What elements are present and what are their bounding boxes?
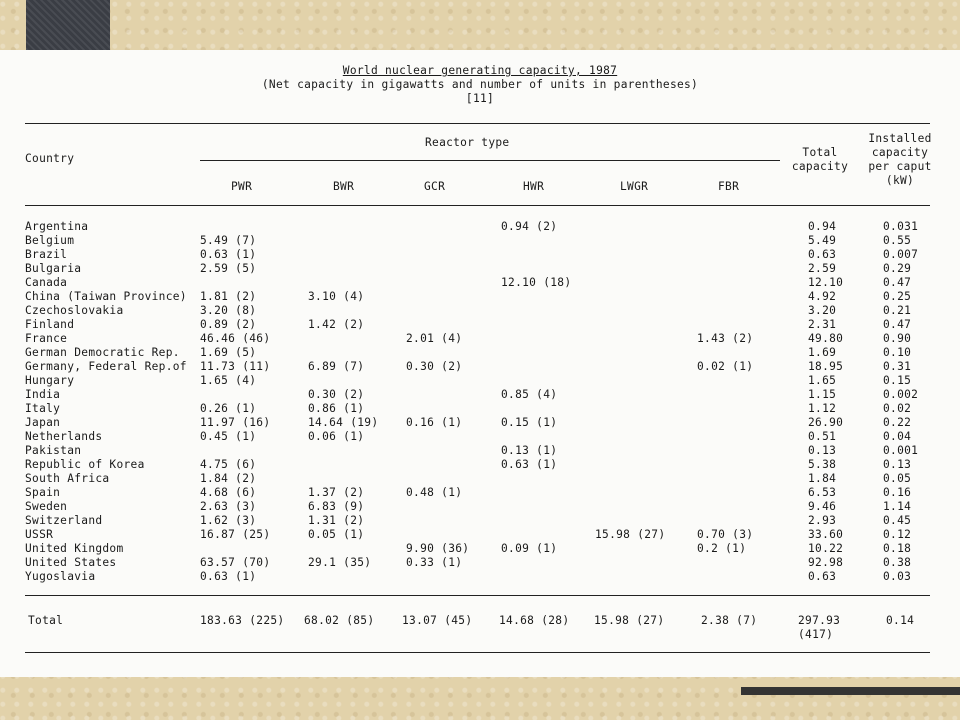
total-percap: 0.14 [886, 614, 915, 627]
cell-fbr: 0.70 (3) [697, 528, 754, 541]
cell-gcr: 0.16 (1) [406, 416, 463, 429]
cell-total: 1.12 [808, 402, 837, 415]
table-row [0, 556, 960, 570]
cell-percap: 0.002 [883, 388, 919, 401]
cell-total: 5.38 [808, 458, 837, 471]
cell-pwr: 11.97 (16) [200, 416, 271, 429]
cell-total: 1.84 [808, 472, 837, 485]
table-row [0, 570, 960, 584]
cell-percap: 0.25 [883, 290, 912, 303]
cell-percap: 0.10 [883, 346, 912, 359]
title-line-2: (Net capacity in gigawatts and number of units in parentheses) [261, 78, 699, 91]
cell-total: 10.22 [808, 542, 844, 555]
cell-country: German Democratic Rep. [25, 346, 180, 359]
cell-hwr: 0.15 (1) [501, 416, 558, 429]
cell-hwr: 12.10 (18) [501, 276, 572, 289]
cell-percap: 0.13 [883, 458, 912, 471]
cell-bwr: 0.30 (2) [308, 388, 365, 401]
cell-total: 33.60 [808, 528, 844, 541]
header-bottom-rule [25, 205, 930, 206]
bottom-rule [25, 652, 930, 653]
cell-total: 26.90 [808, 416, 844, 429]
total-row [0, 614, 960, 628]
cell-percap: 0.47 [883, 276, 912, 289]
nuclear-capacity-table [0, 50, 960, 677]
header-pwr: PWR [231, 180, 253, 193]
cell-percap: 0.55 [883, 234, 912, 247]
table-row [0, 444, 960, 458]
cell-pwr: 0.63 (1) [200, 248, 257, 261]
table-row [0, 276, 960, 290]
cell-pwr: 2.59 (5) [200, 262, 257, 275]
table-title [0, 64, 960, 106]
total-label: Total [28, 614, 64, 627]
cell-country: Brazil [25, 248, 68, 261]
total-bwr: 68.02 (85) [304, 614, 375, 627]
header-bwr: BWR [333, 180, 355, 193]
bottom-accent-bar [741, 687, 960, 695]
cell-country: France [25, 332, 68, 345]
table-row [0, 290, 960, 304]
title-line-3: [11] [465, 92, 495, 105]
total-total: 297.93 [798, 614, 841, 627]
header-total-2: capacity [791, 160, 849, 173]
cell-pwr: 0.89 (2) [200, 318, 257, 331]
cell-pwr: 4.75 (6) [200, 458, 257, 471]
cell-total: 49.80 [808, 332, 844, 345]
cell-gcr: 0.48 (1) [406, 486, 463, 499]
cell-percap: 0.22 [883, 416, 912, 429]
cell-total: 6.53 [808, 486, 837, 499]
cell-percap: 0.03 [883, 570, 912, 583]
cell-pwr: 3.20 (8) [200, 304, 257, 317]
cell-country: USSR [25, 528, 54, 541]
cell-pwr: 1.84 (2) [200, 472, 257, 485]
header-installed-4: (kW) [885, 174, 915, 187]
cell-percap: 1.14 [883, 500, 912, 513]
cell-country: United Kingdom [25, 542, 124, 555]
table-row [0, 234, 960, 248]
table-row [0, 332, 960, 346]
cell-hwr: 0.09 (1) [501, 542, 558, 555]
cell-bwr: 0.86 (1) [308, 402, 365, 415]
cell-bwr: 29.1 (35) [308, 556, 372, 569]
cell-total: 1.65 [808, 374, 837, 387]
cell-total: 18.95 [808, 360, 844, 373]
header-installed-2: capacity [871, 146, 929, 159]
cell-total: 9.46 [808, 500, 837, 513]
cell-country: India [25, 388, 61, 401]
cell-country: Bulgaria [25, 262, 82, 275]
cell-pwr: 46.46 (46) [200, 332, 271, 345]
cell-total: 1.15 [808, 388, 837, 401]
cell-country: Hungary [25, 374, 75, 387]
table-row [0, 402, 960, 416]
cell-country: South Africa [25, 472, 110, 485]
cell-percap: 0.45 [883, 514, 912, 527]
table-row [0, 262, 960, 276]
cell-bwr: 6.83 (9) [308, 500, 365, 513]
table-row [0, 542, 960, 556]
cell-fbr: 1.43 (2) [697, 332, 754, 345]
cell-bwr: 6.89 (7) [308, 360, 365, 373]
cell-country: Pakistan [25, 444, 82, 457]
cell-pwr: 1.69 (5) [200, 346, 257, 359]
cell-bwr: 3.10 (4) [308, 290, 365, 303]
cell-total: 0.63 [808, 248, 837, 261]
table-row [0, 416, 960, 430]
cell-country: Yugoslavia [25, 570, 96, 583]
cell-total: 0.63 [808, 570, 837, 583]
cell-country: Argentina [25, 220, 89, 233]
cell-total: 3.20 [808, 304, 837, 317]
header-gcr: GCR [424, 180, 446, 193]
table-row [0, 528, 960, 542]
header-installed-1: Installed [868, 132, 932, 145]
table-row [0, 430, 960, 444]
cell-country: Belgium [25, 234, 75, 247]
cell-country: Sweden [25, 500, 68, 513]
table-row [0, 458, 960, 472]
cell-hwr: 0.85 (4) [501, 388, 558, 401]
cell-country: Switzerland [25, 514, 103, 527]
cell-percap: 0.29 [883, 262, 912, 275]
cell-total: 12.10 [808, 276, 844, 289]
cell-pwr: 0.63 (1) [200, 570, 257, 583]
header-reactor-type: Reactor type [425, 136, 510, 149]
total-hwr: 14.68 (28) [499, 614, 570, 627]
cell-hwr: 0.13 (1) [501, 444, 558, 457]
table-row [0, 374, 960, 388]
cell-country: Canada [25, 276, 68, 289]
cell-gcr: 0.33 (1) [406, 556, 463, 569]
cell-hwr: 0.94 (2) [501, 220, 558, 233]
cell-country: Germany, Federal Rep.of [25, 360, 187, 373]
cell-total: 0.13 [808, 444, 837, 457]
cell-country: Finland [25, 318, 75, 331]
cell-country: Japan [25, 416, 61, 429]
corner-decoration [26, 0, 110, 50]
cell-bwr: 1.37 (2) [308, 486, 365, 499]
cell-pwr: 1.81 (2) [200, 290, 257, 303]
header-lwgr: LWGR [620, 180, 649, 193]
cell-percap: 0.38 [883, 556, 912, 569]
table-row [0, 514, 960, 528]
cell-bwr: 0.05 (1) [308, 528, 365, 541]
cell-pwr: 1.65 (4) [200, 374, 257, 387]
cell-percap: 0.90 [883, 332, 912, 345]
cell-percap: 0.12 [883, 528, 912, 541]
table-row [0, 318, 960, 332]
cell-percap: 0.16 [883, 486, 912, 499]
cell-percap: 0.18 [883, 542, 912, 555]
cell-pwr: 0.26 (1) [200, 402, 257, 415]
cell-total: 2.31 [808, 318, 837, 331]
cell-total: 92.98 [808, 556, 844, 569]
cell-pwr: 5.49 (7) [200, 234, 257, 247]
cell-gcr: 2.01 (4) [406, 332, 463, 345]
cell-country: Netherlands [25, 430, 103, 443]
cell-total: 0.94 [808, 220, 837, 233]
cell-pwr: 2.63 (3) [200, 500, 257, 513]
cell-country: Spain [25, 486, 61, 499]
cell-bwr: 14.64 (19) [308, 416, 379, 429]
cell-lwgr: 15.98 (27) [595, 528, 666, 541]
cell-percap: 0.21 [883, 304, 912, 317]
cell-percap: 0.007 [883, 248, 919, 261]
cell-hwr: 0.63 (1) [501, 458, 558, 471]
cell-percap: 0.04 [883, 430, 912, 443]
header-hwr: HWR [523, 180, 545, 193]
header-total-1: Total [802, 146, 838, 159]
total-fbr: 2.38 (7) [701, 614, 758, 627]
header-country: Country [25, 152, 75, 165]
table-row [0, 486, 960, 500]
cell-percap: 0.15 [883, 374, 912, 387]
cell-gcr: 0.30 (2) [406, 360, 463, 373]
table-row [0, 360, 960, 374]
total-pwr: 183.63 (225) [200, 614, 285, 627]
cell-percap: 0.031 [883, 220, 919, 233]
table-row [0, 346, 960, 360]
header-fbr: FBR [718, 180, 740, 193]
table-row [0, 500, 960, 514]
cell-country: China (Taiwan Province) [25, 290, 187, 303]
total-units: (417) [798, 628, 834, 641]
cell-country: Republic of Korea [25, 458, 145, 471]
header-installed-3: per caput [868, 160, 932, 173]
cell-pwr: 0.45 (1) [200, 430, 257, 443]
table-row [0, 472, 960, 486]
cell-bwr: 1.31 (2) [308, 514, 365, 527]
cell-fbr: 0.02 (1) [697, 360, 754, 373]
cell-bwr: 1.42 (2) [308, 318, 365, 331]
cell-pwr: 1.62 (3) [200, 514, 257, 527]
cell-total: 1.69 [808, 346, 837, 359]
top-rule [25, 123, 930, 124]
table-row [0, 220, 960, 234]
cell-country: Czechoslovakia [25, 304, 124, 317]
total-gcr: 13.07 (45) [402, 614, 473, 627]
table-row [0, 388, 960, 402]
table-row [0, 304, 960, 318]
cell-total: 2.93 [808, 514, 837, 527]
table-row [0, 248, 960, 262]
cell-percap: 0.02 [883, 402, 912, 415]
cell-pwr: 16.87 (25) [200, 528, 271, 541]
reactor-type-rule [200, 160, 780, 161]
cell-fbr: 0.2 (1) [697, 542, 747, 555]
cell-total: 5.49 [808, 234, 837, 247]
cell-pwr: 11.73 (11) [200, 360, 271, 373]
cell-percap: 0.31 [883, 360, 912, 373]
cell-country: United States [25, 556, 117, 569]
cell-percap: 0.05 [883, 472, 912, 485]
cell-percap: 0.001 [883, 444, 919, 457]
total-top-rule [25, 595, 930, 596]
cell-total: 0.51 [808, 430, 837, 443]
cell-country: Italy [25, 402, 61, 415]
cell-pwr: 4.68 (6) [200, 486, 257, 499]
cell-gcr: 9.90 (36) [406, 542, 470, 555]
title-line-1: World nuclear generating capacity, 1987 [342, 64, 618, 77]
cell-bwr: 0.06 (1) [308, 430, 365, 443]
cell-total: 2.59 [808, 262, 837, 275]
cell-total: 4.92 [808, 290, 837, 303]
cell-pwr: 63.57 (70) [200, 556, 271, 569]
total-lwgr: 15.98 (27) [594, 614, 665, 627]
cell-percap: 0.47 [883, 318, 912, 331]
